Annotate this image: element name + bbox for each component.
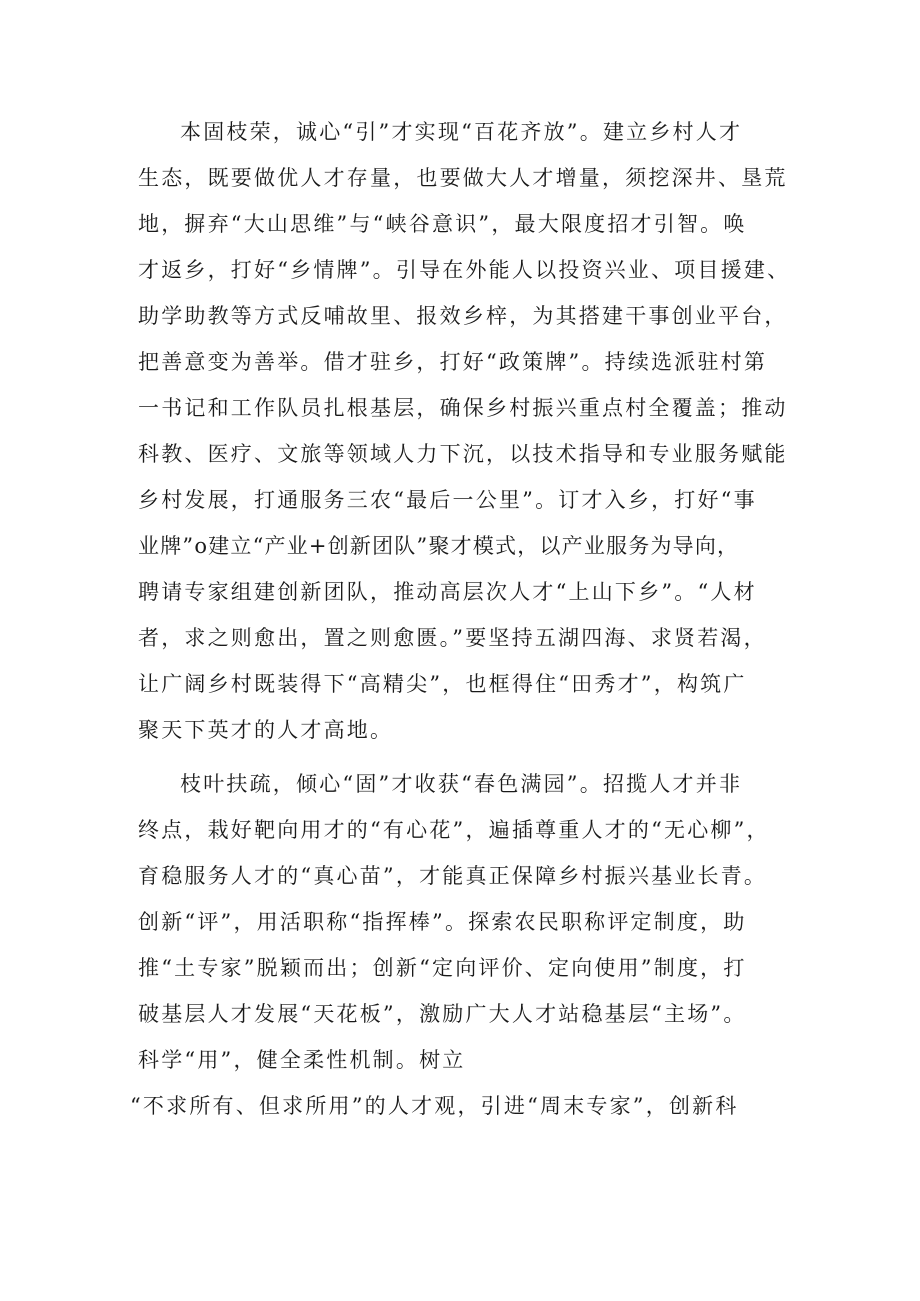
paragraph-1-line-9: 乡村发展，打通服务三农“最后一公里”。订才入乡，打好“事 [138,488,757,512]
paragraph-1-line-12: 者，求之则愈出，置之则愈匮。”要坚持五湖四海、求贤若渴， [138,626,767,650]
paragraph-1-line-6: 把善意变为善举。借才驻乡，打好“政策牌”。持续选派驻村第 [138,350,768,374]
paragraph-2-line-3: 育稳服务人才的“真心苗”，才能真正保障乡村振兴基业长青。 [138,864,768,888]
paragraph-1-line-4: 才返乡，打好“乡情牌”。引导在外能人以投资兴业、项目援建、 [138,258,791,282]
paragraph-1-line-14: 聚天下英才的人才高地。 [138,718,394,742]
paragraph-1-line-1: 本固枝荣，诚心“引”才实现“百花齐放”。建立乡村人才 [180,120,743,144]
paragraph-1-line-10: 业牌”o建立“产业+创新团队”聚才模式，以产业服务为导向， [138,534,740,558]
paragraph-1-line-7: 一书记和工作队员扎根基层，确保乡村振兴重点村全覆盖；推动 [138,396,788,420]
paragraph-1-line-11: 聘请专家组建创新团队，推动高层次人才“上山下乡”。“人材 [138,580,757,604]
paragraph-2-line-4: 创新“评”，用活职称“指挥棒”。探索农民职称评定制度，助 [138,910,747,934]
paragraph-2-line-8: “不求所有、但求所用”的人才观，引进“周末专家”，创新科 [130,1094,739,1118]
paragraph-1-line-8: 科教、医疗、文旅等领域人力下沉，以技术指导和专业服务赋能 [138,442,788,466]
paragraph-1-line-5: 助学助教等方式反哺故里、报效乡梓，为其搭建干事创业平台， [138,304,788,328]
paragraph-2-line-7: 科学“用”，健全柔性机制。树立 [138,1048,466,1072]
paragraph-1-line-2: 生态，既要做优人才存量，也要做大人才增量，须挖深井、垦荒 [138,166,788,190]
paragraph-2-line-6: 破基层人才发展“天花板”，激励广大人才站稳基层“主场”。 [138,1002,747,1026]
paragraph-2-line-5: 推“土专家”脱颖而出；创新“定向评价、定向使用”制度，打 [138,956,747,980]
paragraph-1-line-3: 地，摒弃“大山思维”与“峡谷意识”，最大限度招才引智。唤 [138,212,747,236]
paragraph-2-line-1: 枝叶扶疏，倾心“固”才收获“春色满园”。招揽人才并非 [180,772,743,796]
paragraph-1-line-13: 让广阔乡村既装得下“高精尖”，也框得住“田秀才”，构筑广 [138,672,747,696]
paragraph-2-line-2: 终点，栽好靶向用才的“有心花”，遍插尊重人才的“无心柳”， [138,818,770,842]
